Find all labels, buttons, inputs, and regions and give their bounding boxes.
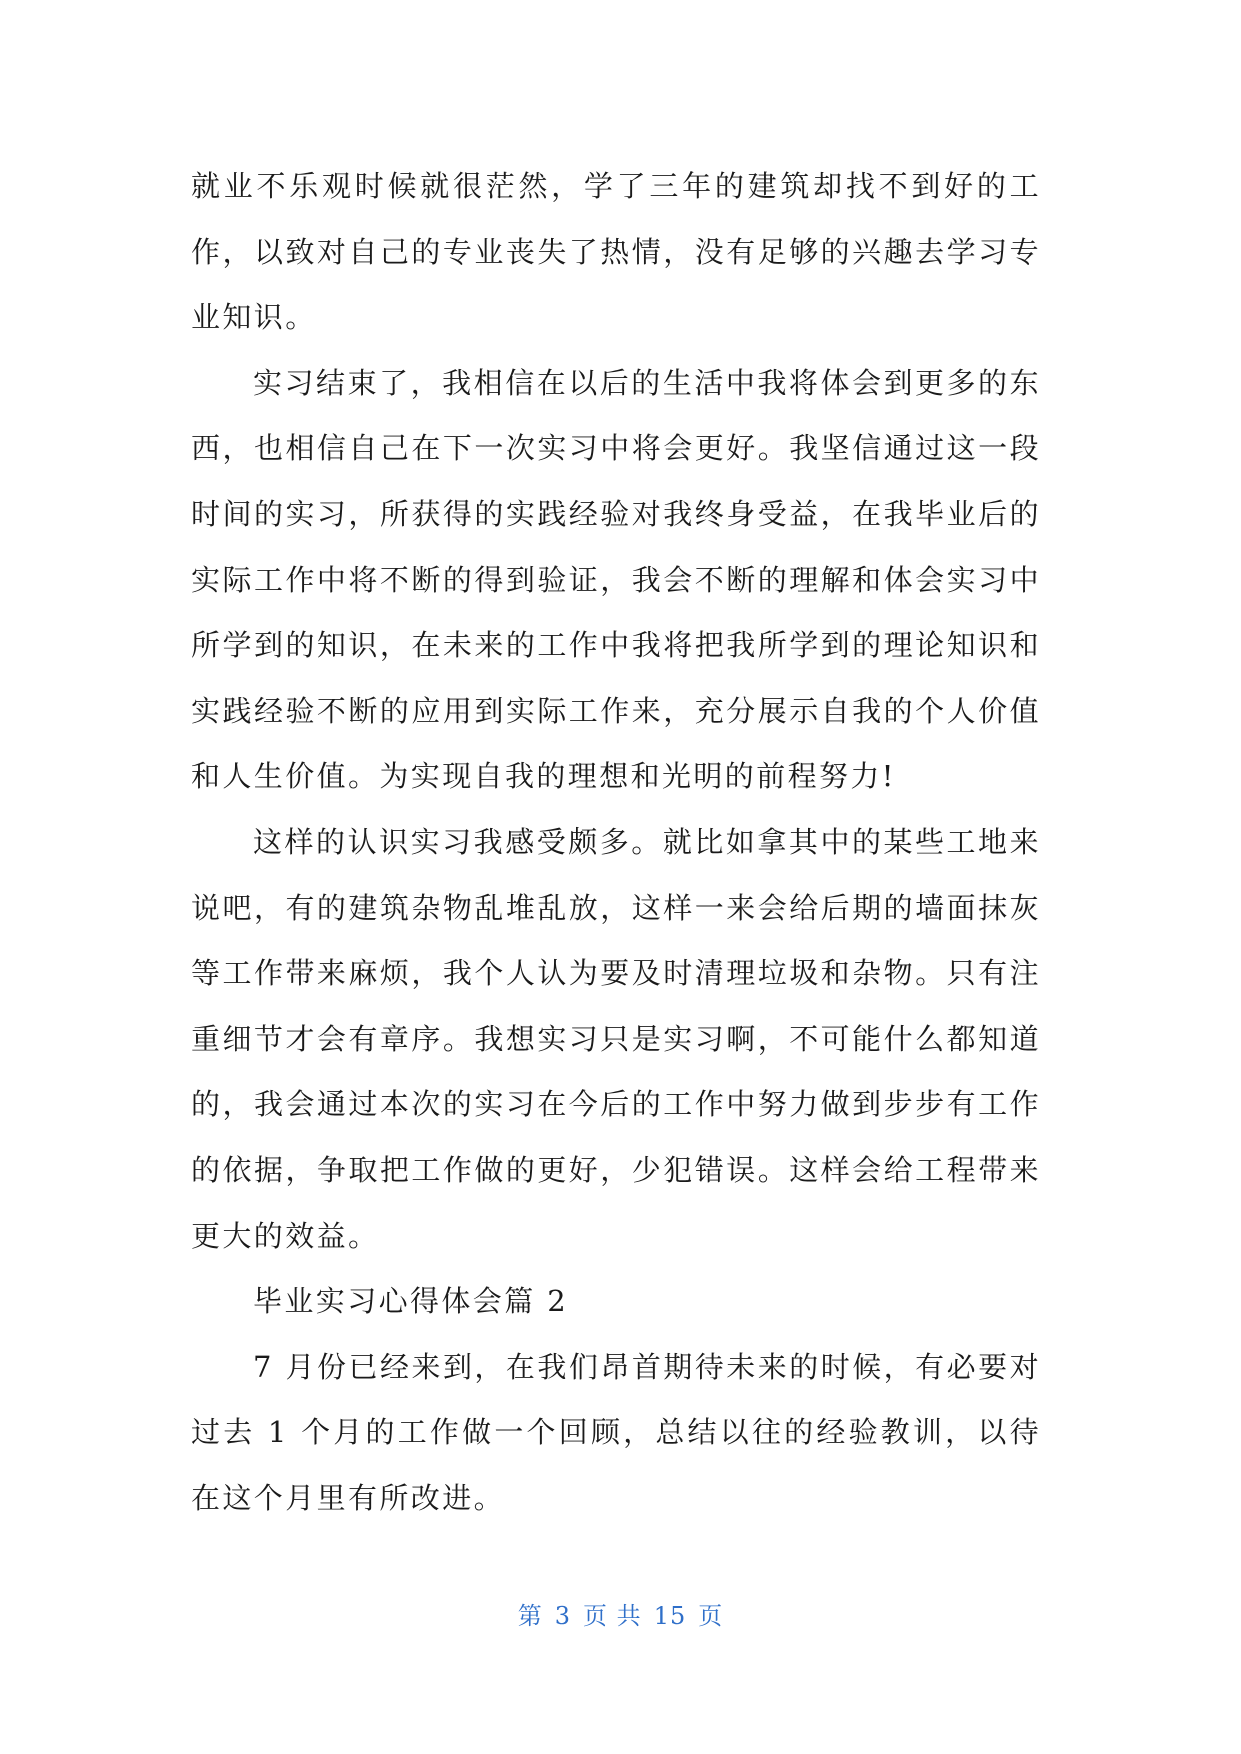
page-number-footer [0,1600,1241,1632]
footer-suffix: 页 [698,1602,724,1630]
document-body [191,154,1041,1531]
paragraph-internship-end: 实习结束了，我相信在以后的生活中我将体会到更多的东西，也相信自己在下一次实习中将会更好。我坚信通过这一段时间的实习，所获得的实践经验对我终身受益，在我毕业后的实际工作中将不断的得到验证，我会不断的理解和体会实习中所学到的知识，在未来的工作中我将把我所学到的理论知识和实践经验不断的应用到实际工作来，充分展示自我的个人价值和人生价值。为实现自我的理想和光明的前程努力! [191,365,1041,794]
footer-total-pages: 15 [653,1602,687,1630]
footer-middle: 页 共 [583,1602,642,1630]
paragraph-site-observation: 这样的认识实习我感受颇多。就比如拿其中的某些工地来说吧，有的建筑杂物乱堆乱放，这样一来会给后期的墙面抹灰等工作带来麻烦，我个人认为要及时清理垃圾和杂物。只有注重细节才会有章序。我想实习只是实习啊，不可能什么都知道的，我会通过本次的实习在今后的工作中努力做到步步有工作的依据，争取把工作做的更好，少犯错误。这样会给工程带来更大的效益。 [191,824,1041,1253]
paragraph-july-review: 7 月份已经来到，在我们昂首期待未来的时候，有必要对过去 1 个月的工作做一个回顾，总结以往的经验教训，以待在这个月里有所改进。 [191,1349,1041,1515]
footer-current-page: 3 [554,1602,572,1630]
section-heading: 毕业实习心得体会篇 2 [253,1284,569,1319]
paragraph-continuation: 就业不乐观时候就很茫然，学了三年的建筑却找不到好的工作，以致对自己的专业丧失了热情，没有足够的兴趣去学习专业知识。 [191,169,1041,335]
footer-prefix: 第 [517,1602,543,1630]
